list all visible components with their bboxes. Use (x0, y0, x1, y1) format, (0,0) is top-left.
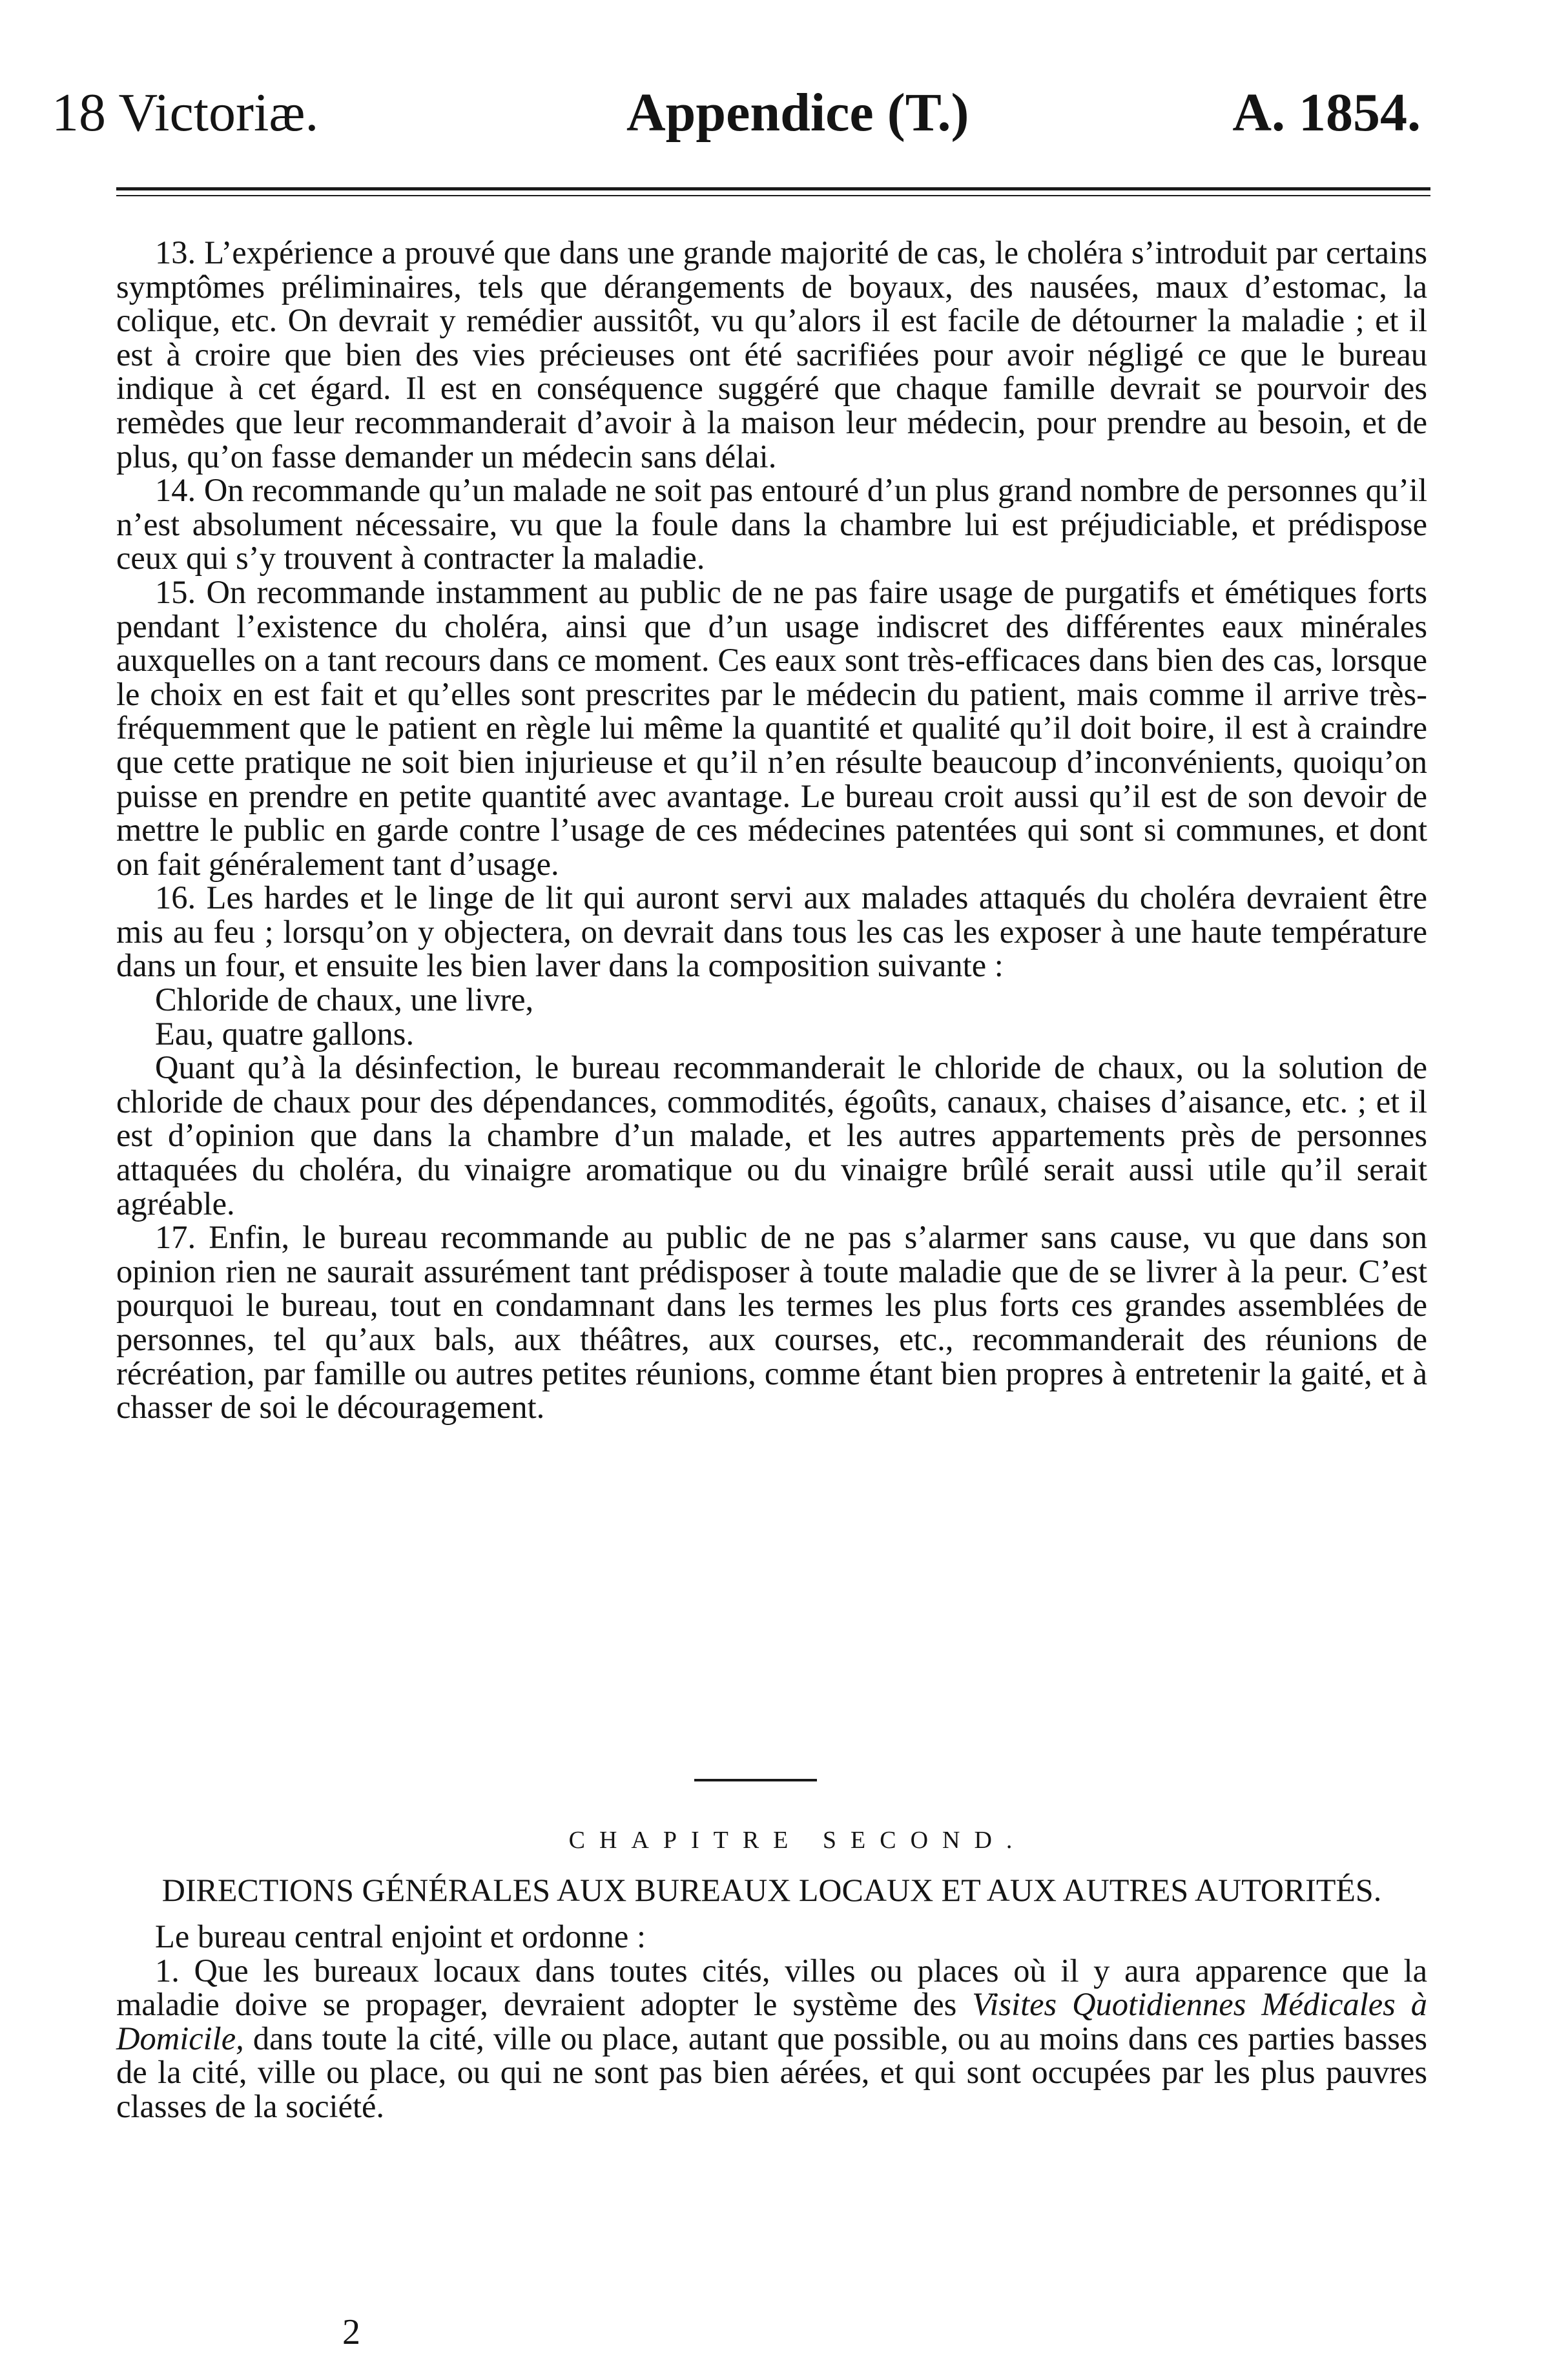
recipe-item-water: Eau, quatre gallons. (155, 1015, 415, 1052)
paragraph-16: 16. Les hardes et le linge de lit qui auront servi aux malades attaqués du choléra devraient être mis au feu ; lorsqu’on y objectera, on devrait dans tous les cas les exposer à une haute température dans un four, et ensuite les bien laver dans la composition suivante : (116, 879, 1427, 984)
section-divider (694, 1779, 817, 1781)
paragraph-16-continued: Quant qu’à la désinfection, le bureau recommanderait le chloride de chaux, ou la solution de chloride de chaux pour des dépendances, commodités, égoûts, canaux, chaises d’aisance, etc. ; et il est d’opinion que dans la chambre d’un malade, et les autres appartements près de personnes attaquées du choléra, du vinaigre aromatique ou du vinaigre brûlé serait aussi utile qu’il serait agréable. (116, 1049, 1427, 1222)
page-number: 2 (342, 2312, 360, 2352)
paragraph-13: 13. L’expérience a prouvé que dans une grande majorité de cas, le choléra s’introduit par certains symptômes préliminaires, tels que dérangements de boyaux, des nausées, maux d’estomac, la colique, etc. On devrait y remédier aussitôt, vu qu’alors il est facile de détourner la maladie ; et il est à croire que bien des vies précieuses ont été sacrifiées pour avoir négligé ce que le bureau indique à cet égard. Il est en conséquence suggéré que chaque famille devrait se pourvoir des remèdes que leur recommanderait d’avoir à la maison leur médecin, pour prendre au besoin, et de plus, qu’on fasse demander un médecin sans délai. (116, 234, 1427, 475)
chapter-item-1-rest: dans toute la cité, ville ou place, autant que possible, ou au moins dans ces parties basses de la cité, ville ou place, ou qui ne sont pas bien aérées, et qui sont occupées par les plus pauvres classes de la société. (116, 2020, 1427, 2124)
header-appendix-label: Appendice (T.) (626, 83, 969, 143)
paragraph-17: 17. Enfin, le bureau recommande au public de ne pas s’alarmer sans cause, vu que dans son opinion rien ne saurait assurément tant prédisposer à toute maladie que de se livrer à la peur. C’est pourquoi le bureau, tout en condamnant dans les termes les plus forts ces grandes assemblées de personnes, tel qu’aux bals, aux théâtres, aux courses, etc., recommanderait des réunions de récréation, par famille ou autres petites réunions, comme étant bien propres à entretenir la gaité, et à chasser de soi le découragement. (116, 1219, 1427, 1426)
running-header (45, 77, 1434, 149)
paragraph-14: 14. On recommande qu’un malade ne soit pas entouré d’un plus grand nombre de personnes qu’il n’est absolument nécessaire, vu que la foule dans la chambre lui est préjudiciable, et prédispose ceux qui s’y trouvent à contracter la maladie. (116, 472, 1427, 577)
chapter-section (116, 1818, 1427, 2124)
header-rule-thin (116, 195, 1430, 196)
header-rule-thick (116, 187, 1430, 190)
chapter-item-1 (116, 1954, 1427, 2124)
chapter-label: CHAPITRE SECOND. (568, 1827, 1027, 1854)
body-text (116, 236, 1427, 1424)
chapter-item-1-text: 1. Que les bureaux locaux dans toutes cités, villes ou places où il y aura apparence que la maladie doive se propager, devraient adopter le système des (116, 1952, 1427, 2023)
chapter-item-1-italic: Visites Quotidiennes Médicales à Domicile, (116, 1986, 1427, 2057)
header-regnal-year: 18 Victoriæ. (52, 83, 319, 143)
recipe-item-chloride: Chloride de chaux, une livre, (155, 981, 534, 1018)
paragraph-15: 15. On recommande instamment au public de ne pas faire usage de purgatifs et émétiques forts pendant l’existence du choléra, ainsi que d’un usage indiscret des différentes eaux minérales auxquelles on a tant recours dans ce moment. Ces eaux sont très-efficaces dans bien des cas, lorsque le choix en est fait et qu’elles sont prescrites par le médecin du patient, mais comme il arrive très-fréquemment que le patient en règle lui même la quantité et qualité qu’il doit boire, il est à craindre que cette pratique ne soit bien injurieuse et qu’il n’en résulte beaucoup d’inconvénients, quoiqu’on puisse en prendre en petite quantité avec avantage. Le bureau croit aussi qu’il est de son devoir de mettre le public en garde contre l’usage de ces médecines patentées qui sont si communes, et dont on fait généralement tant d’usage. (116, 573, 1427, 882)
chapter-title: DIRECTIONS GÉNÉRALES AUX BUREAUX LOCAUX ET AUX AUTRES AUTORITÉS. (161, 1872, 1382, 1908)
chapter-intro: Le bureau central enjoint et ordonne : (155, 1918, 646, 1954)
header-year: A. 1854. (1232, 83, 1421, 143)
